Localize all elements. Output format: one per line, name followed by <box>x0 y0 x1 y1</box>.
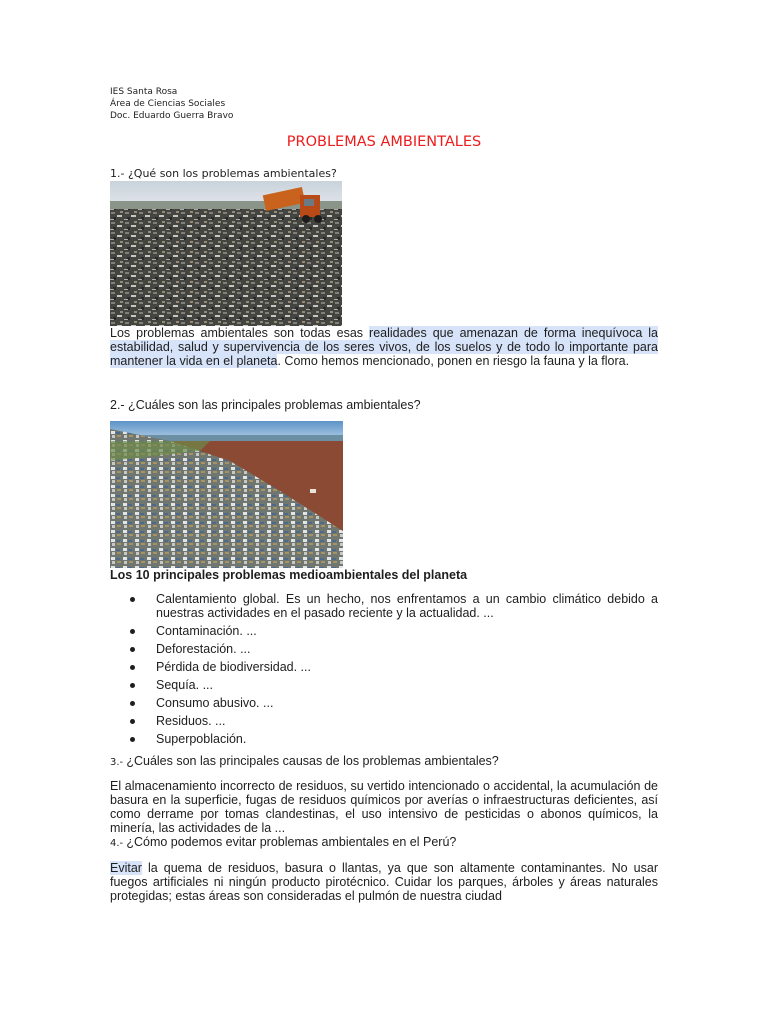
bullet-icon <box>130 629 135 634</box>
bullet-icon <box>130 647 135 652</box>
area-name: Área de Ciencias Sociales <box>110 99 226 109</box>
list-item: Sequía. ... <box>110 678 658 692</box>
answer-1-start: Los problemas ambientales son todas esas <box>110 326 370 340</box>
answer-1-highlight: realidades que amenazan de forma inequívoca la estabilidad, salud y supervivencia de los seres vivos, de los suelos y de todo lo importante para mantener la vida en el planeta <box>110 326 658 368</box>
teacher-name: Doc. Eduardo Guerra Bravo <box>110 111 234 121</box>
document-header <box>110 86 233 122</box>
list-item: Residuos. ... <box>110 714 658 728</box>
bullet-icon <box>130 665 135 670</box>
question-3 <box>110 754 499 768</box>
answer-1-paragraph <box>110 326 658 368</box>
bullet-icon <box>130 701 135 706</box>
bullet-icon <box>130 719 135 724</box>
list-item: Consumo abusivo. ... <box>110 696 658 710</box>
landfill-illustration <box>110 181 342 326</box>
coastal-dump-illustration <box>110 421 343 568</box>
answer-4-paragraph <box>110 861 658 903</box>
list-item: Deforestación. ... <box>110 642 658 656</box>
question-4-text: ¿Cómo podemos evitar problemas ambientales en el Perú? <box>126 835 457 849</box>
answer-3-paragraph: El almacenamiento incorrecto de residuos, su vertido intencionado o accidental, la acumulación de basura en la superficie, fugas de residuos químicos por averías o infraestructuras deficientes, así como derrame por tomas clandestinas, el uso intensivo de pesticidas o abonos químicos, la minería, las actividades de la ... <box>110 779 658 835</box>
bullet-icon <box>130 597 135 602</box>
question-4 <box>110 835 456 849</box>
document-title: PROBLEMAS AMBIENTALES <box>286 134 482 150</box>
answer-4-highlight: Evitar <box>110 861 142 875</box>
bullet-icon <box>130 683 135 688</box>
answer-4-rest: la quema de residuos, basura o llantas, ya que son altamente contaminantes. No usar fuegos artificiales ni ningún producto pirotécnico. Cuidar los parques, árboles y áreas naturales protegidas; estas áreas son consideradas el pulmón de nuestra ciudad <box>110 861 658 903</box>
list-item: Superpoblación. <box>110 732 658 746</box>
question-4-number: 4.- <box>110 838 127 849</box>
question-2: 2.- ¿Cuáles son las principales problemas ambientales? <box>110 398 421 412</box>
landfill-image <box>110 181 342 326</box>
list-heading: Los 10 principales problemas medioambientales del planeta <box>110 568 468 582</box>
list-item: Calentamiento global. Es un hecho, nos enfrentamos a un cambio climático debido a nuestras actividades en el pasado reciente y la actualidad. ... <box>110 592 658 620</box>
bullet-icon <box>130 737 135 742</box>
question-3-text: ¿Cuáles son las principales causas de los problemas ambientales? <box>126 754 499 768</box>
list-item: Pérdida de biodiversidad. ... <box>110 660 658 674</box>
problems-list <box>110 592 658 750</box>
answer-1-end: . Como hemos mencionado, ponen en riesgo la fauna y la flora. <box>277 354 630 368</box>
list-item: Contaminación. ... <box>110 624 658 638</box>
question-1: 1.- ¿Qué son los problemas ambientales? <box>110 167 337 180</box>
school-name: IES Santa Rosa <box>110 87 178 97</box>
coastal-dump-image <box>110 421 343 568</box>
question-3-number: 3.- <box>110 757 127 768</box>
